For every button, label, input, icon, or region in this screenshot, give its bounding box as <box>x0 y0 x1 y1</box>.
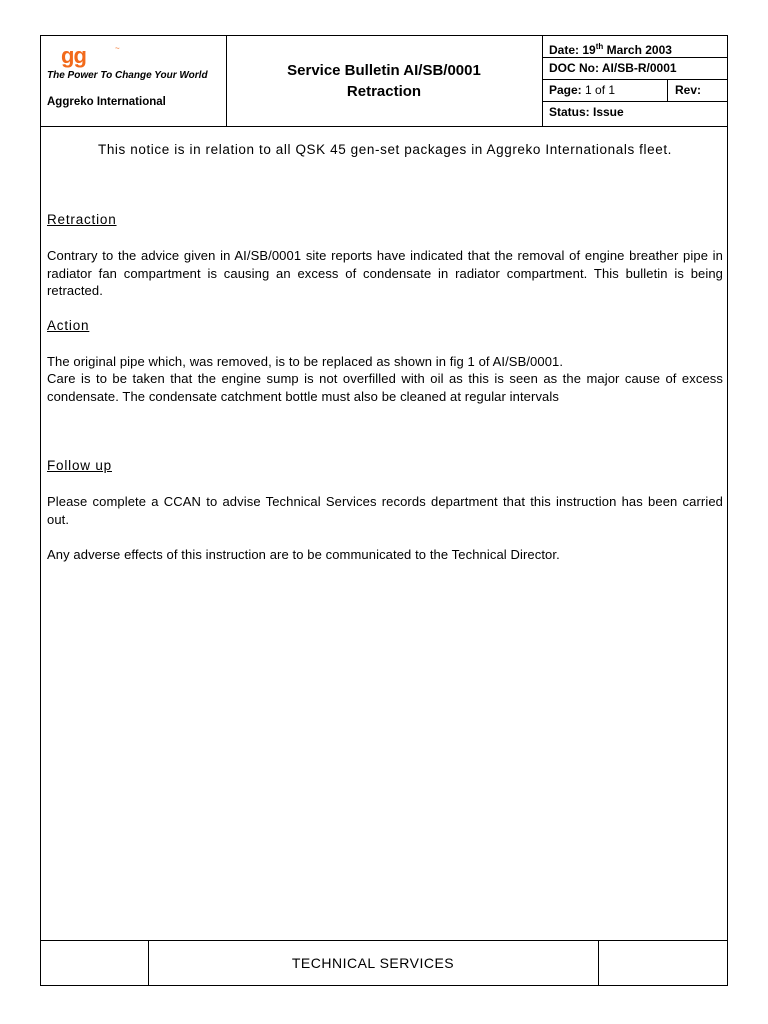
page-row <box>542 80 727 102</box>
company-name: Aggreko International <box>47 96 166 108</box>
action-paragraph-1: The original pipe which, was removed, is to be replaced as shown in fig 1 of AI/SB/0001. <box>47 354 564 369</box>
section-title-action: Action <box>47 318 90 333</box>
section-title-retraction: Retraction <box>47 212 117 227</box>
section-title-follow-up: Follow up <box>47 458 112 473</box>
company-cell <box>41 36 227 126</box>
title-cell <box>226 36 543 126</box>
notice-text: This notice is in relation to all QSK 45 gen-set packages in Aggreko Internationals fleet. <box>97 142 673 157</box>
aggreko-logo: gg <box>61 43 86 68</box>
page-label: Page: <box>549 83 582 97</box>
date-value: March 2003 <box>603 43 672 57</box>
status-row <box>542 102 727 124</box>
page-value: 1 of 1 <box>581 83 616 97</box>
bulletin-header <box>41 36 727 127</box>
bulletin-subtitle: Retraction <box>346 83 422 100</box>
doc-number: DOC No: AI/SB-R/0001 <box>549 61 677 75</box>
date-suffix: th <box>595 42 604 51</box>
follow-up-paragraph-2: Any adverse effects of this instruction are to be communicated to the Technical Director. <box>47 547 560 562</box>
doc-no-row <box>542 58 727 80</box>
rev-label: Rev: <box>667 80 701 101</box>
status-value: Status: Issue <box>549 105 624 119</box>
document-frame <box>40 35 728 986</box>
action-paragraph-2: Care is to be taken that the engine sump is not overfilled with oil as this is seen as the major cause of excess condensate. The condensate catchment bottle must also be cleaned at regular intervals <box>47 371 723 404</box>
bulletin-title: Service Bulletin AI/SB/0001 <box>287 62 481 79</box>
meta-cell <box>542 36 727 126</box>
logo-mark: ~ <box>115 44 120 53</box>
company-tagline: The Power To Change Your World <box>47 70 208 81</box>
footer-left-cell <box>41 941 149 985</box>
date-row <box>542 36 727 58</box>
follow-up-paragraph-1: Please complete a CCAN to advise Technical Services records department that this instruction has been carried out. <box>47 494 723 527</box>
bulletin-footer <box>41 940 727 985</box>
date-label: Date: 19 <box>549 43 596 57</box>
footer-label: TECHNICAL SERVICES <box>148 941 599 985</box>
retraction-paragraph: Contrary to the advice given in AI/SB/0001 site reports have indicated that the removal of engine breather pipe in radiator fan compartment is causing an excess of condensate in radiator compartment. This bulletin is being retracted. <box>47 248 723 298</box>
